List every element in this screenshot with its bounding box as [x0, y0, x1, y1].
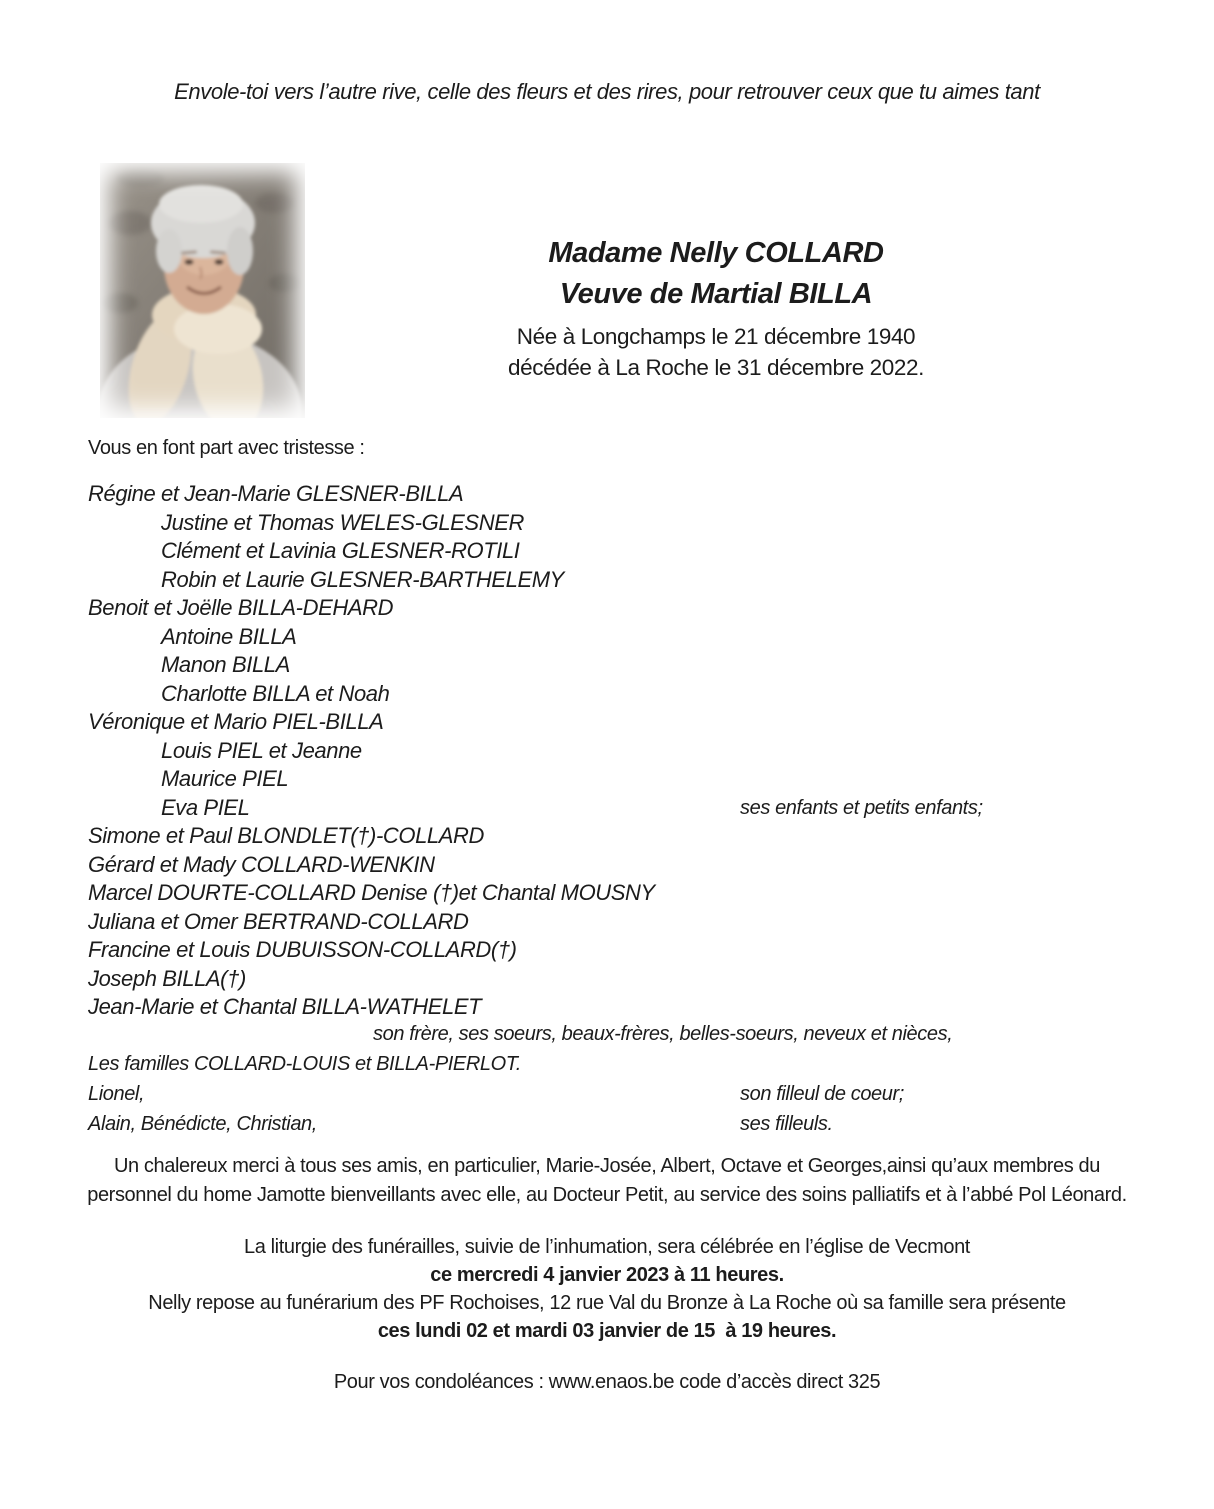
family-member-name: Simone et Paul BLONDLET(†)-COLLARD	[88, 823, 484, 848]
family-member-name: Marcel DOURTE-COLLARD Denise (†)et Chantal MOUSNY	[88, 880, 655, 905]
family-list-item	[0, 851, 1214, 880]
relations-row	[0, 1019, 1214, 1049]
portrait-image	[100, 163, 305, 418]
family-list-item	[0, 879, 1214, 908]
family-member-name: Clément et Lavinia GLESNER-ROTILI	[161, 538, 520, 563]
family-member-name: Benoit et Joëlle BILLA-DEHARD	[88, 595, 394, 620]
family-list-item	[0, 594, 1214, 623]
relations-line: son frère, ses soeurs, beaux-frères, belles-soeurs, neveux et nièces,	[373, 1023, 953, 1045]
family-member-name: Louis PIEL et Jeanne	[161, 737, 362, 763]
relatives-section	[0, 1019, 1214, 1139]
family-member-name: Eva PIEL	[161, 794, 250, 820]
godson-name: Lionel,	[88, 1083, 145, 1105]
deceased-name: Madame Nelly COLLARD	[548, 237, 884, 269]
family-member-name: Francine et Louis DUBUISSON-COLLARD(†)	[88, 937, 517, 962]
family-list-item	[0, 509, 1214, 538]
family-member-name: Joseph BILLA(†)	[88, 965, 246, 991]
condolences-line: Pour vos condoléances : www.enaos.be code d’accès direct 325	[333, 1371, 881, 1393]
family-member-name: Maurice PIEL	[161, 766, 289, 791]
family-list-item	[0, 566, 1214, 595]
family-list-item	[0, 623, 1214, 652]
family-member-name: Véronique et Mario PIEL-BILLA	[88, 709, 384, 734]
thanks-paragraph	[0, 1152, 1214, 1210]
family-member-name: Robin et Laurie GLESNER-BARTHELEMY	[161, 566, 564, 592]
family-member-name: Juliana et Omer BERTRAND-COLLARD	[88, 908, 469, 934]
repose-line: Nelly repose au funérarium des PF Rochoises, 12 rue Val du Bronze à La Roche où sa famille sera présente	[148, 1292, 1066, 1314]
deceased-widow-line: Veuve de Martial BILLA	[559, 278, 873, 310]
family-list-item	[0, 993, 1214, 1022]
family-list-item	[0, 822, 1214, 851]
thanks-line-1: Un chalereux merci à tous ses amis, en particulier, Marie-Josée, Albert, Octave et Georges,ainsi qu’aux membres du	[114, 1155, 1100, 1177]
birth-line: Née à Longchamps le 21 décembre 1940	[516, 324, 916, 349]
family-list-item	[0, 680, 1214, 709]
thanks-line-2: personnel du home Jamotte bienveillants avec elle, au Docteur Petit, au service des soins palliatifs et à l’abbé Pol Léonard.	[87, 1184, 1127, 1206]
families-row	[0, 1049, 1214, 1079]
godson-relation: son filleul de coeur;	[740, 1083, 904, 1105]
family-list-item	[0, 737, 1214, 766]
family-list-item	[0, 651, 1214, 680]
family-member-name: Gérard et Mady COLLARD-WENKIN	[88, 851, 435, 877]
family-list-item	[0, 936, 1214, 965]
godchildren-relation: ses filleuls.	[740, 1113, 833, 1135]
family-list-item	[0, 794, 1214, 823]
family-list-item	[0, 765, 1214, 794]
godchildren-row	[0, 1109, 1214, 1139]
relation-annotation: ses enfants et petits enfants;	[740, 796, 983, 819]
ceremony-details	[0, 1233, 1214, 1345]
godchildren-names: Alain, Bénédicte, Christian,	[88, 1113, 317, 1135]
visitation-datetime: ces lundi 02 et mardi 03 janvier de 15 à 19 heures.	[377, 1320, 837, 1342]
family-list-item	[0, 708, 1214, 737]
family-list	[0, 480, 1214, 1022]
liturgy-line: La liturgie des funérailles, suivie de l’inhumation, sera célébrée en l’église de Vecmont	[244, 1236, 970, 1258]
portrait-photo	[100, 163, 305, 418]
family-list-item	[0, 537, 1214, 566]
godson-row	[0, 1079, 1214, 1109]
family-member-name: Jean-Marie et Chantal BILLA-WATHELET	[88, 994, 482, 1019]
deceased-header	[300, 233, 1132, 383]
family-member-name: Charlotte BILLA et Noah	[161, 680, 390, 706]
family-member-name: Manon BILLA	[161, 652, 290, 677]
family-list-item	[0, 965, 1214, 994]
family-member-name: Antoine BILLA	[161, 623, 297, 649]
liturgy-datetime: ce mercredi 4 janvier 2023 à 11 heures.	[430, 1264, 784, 1286]
family-list-item	[0, 908, 1214, 937]
epitaph-quote: Envole-toi vers l’autre rive, celle des fleurs et des rires, pour retrouver ceux que tu aimes tant	[174, 79, 1040, 104]
family-member-name: Régine et Jean-Marie GLESNER-BILLA	[88, 481, 464, 506]
family-member-name: Justine et Thomas WELES-GLESNER	[161, 509, 524, 535]
announcement-intro: Vous en font part avec tristesse :	[88, 437, 365, 459]
families-line: Les familles COLLARD-LOUIS et BILLA-PIERLOT.	[88, 1053, 521, 1075]
death-line: décédée à La Roche le 31 décembre 2022.	[508, 355, 924, 380]
family-list-item	[0, 480, 1214, 509]
